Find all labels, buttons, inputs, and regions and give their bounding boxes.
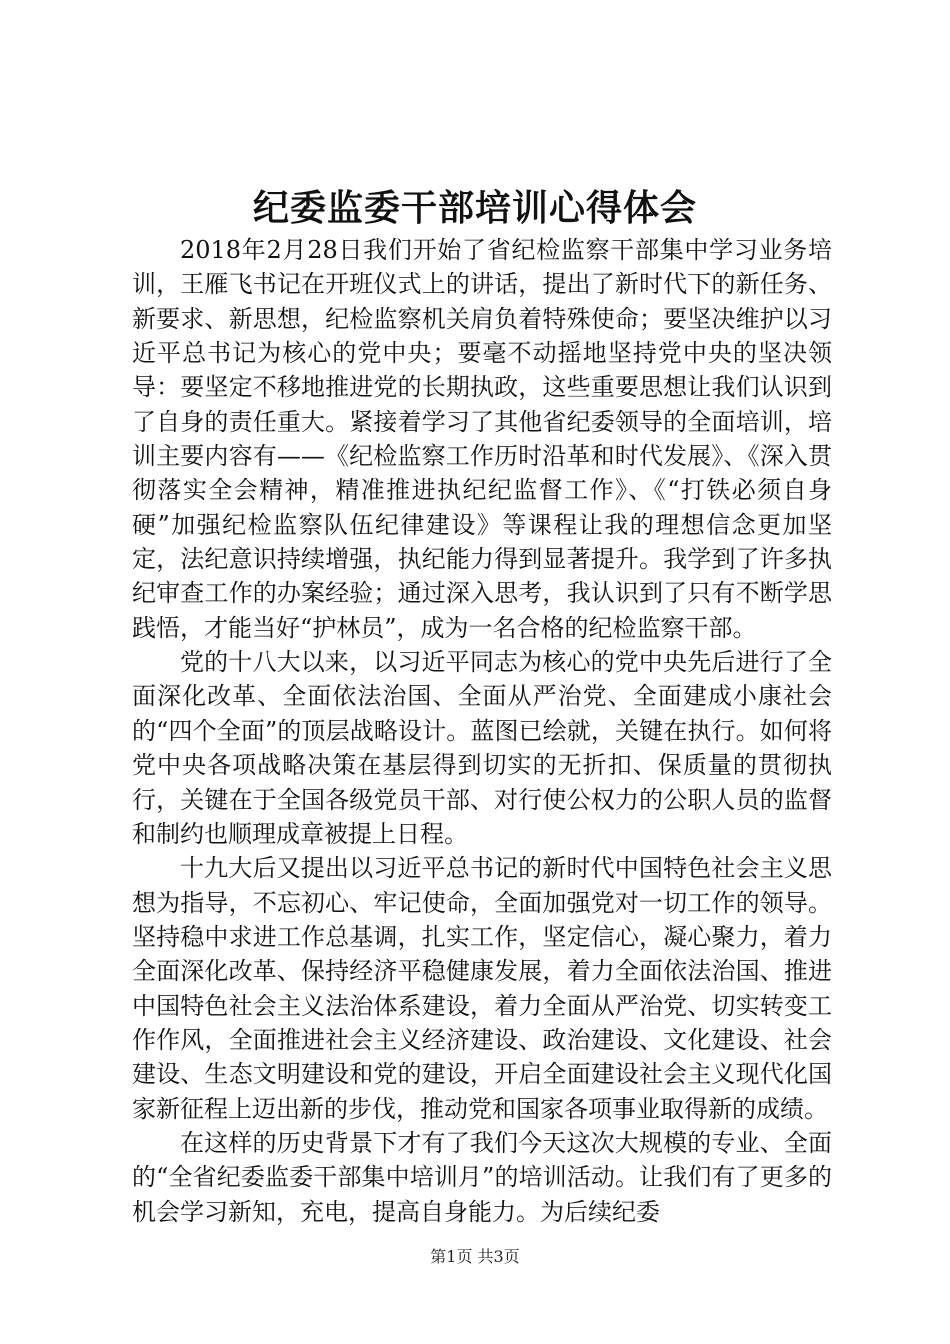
page-number-footer: 第1页 共3页 <box>430 1247 520 1266</box>
document-title: 纪委监委干部培训心得体会 <box>252 187 697 229</box>
paragraph-2: 党的十八大以来，以习近平同志为核心的党中央先后进行了全面深化改革、全面依法治国、全面从严治党、全面建成小康社会的“四个全面”的顶层战略设计。蓝图已绘就，关键在执行。如何将党中央各项战略决策在基层得到切实的无折扣、保质量的贯彻执行，关键在于全国各级党员干部、对行使公权力的公职人员的监督和制约也顺理成章被提上日程。 <box>132 648 832 848</box>
paragraph-3: 十九大后又提出以习近平总书记的新时代中国特色社会主义思想为指导，不忘初心、牢记使命，全面加强党对一切工作的领导。坚持稳中求进工作总基调，扎实工作，坚定信心，凝心聚力，着力全面深化改革、保持经济平稳健康发展，着力全面依法治国、推进中国特色社会主义法治体系建设，着力全面从严治党、切实转变工作作风，全面推进社会主义经济建设、政治建设、文化建设、社会建设、生态文明建设和党的建设，开启全面建设社会主义现代化国家新征程上迈出新的步伐，推动党和国家各项事业取得新的成绩。 <box>132 854 832 1123</box>
paragraph-4: 在这样的历史背景下才有了我们今天这次大规模的专业、全面的“全省纪委监委干部集中培训月”的培训活动。让我们有了更多的机会学习新知，充电，提高自身能力。为后续纪委 <box>132 1128 832 1226</box>
paragraph-1: 2018年2月28日我们开始了省纪检监察干部集中学习业务培训，王雁飞书记在开班仪式上的讲话，提出了新时代下的新任务、新要求、新思想，纪检监察机关肩负着特殊使命；要坚决维护以习近平总书记为核心的党中央；要毫不动摇地坚持党中央的坚决领导：要坚定不移地推进党的长期执政，这些重要思想让我们认识到了自身的责任重大。紧接着学习了其他省纪委领导的全面培训，培训主要内容有——《纪检监察工作历时沿革和时代发展》、《深入贯彻落实全会精神，精准推进执纪纪监督工作》、《“打铁必须自身硬”加强纪检监察队伍纪律建设》等课程让我的理想信念更加坚定，法纪意识持续增强，执纪能力得到显著提升。我学到了许多执纪审查工作的办案经验；通过深入思考，我认识到了只有不断学思践悟，才能当好“护林员”，成为一名合格的纪检监察干部。 <box>132 236 832 642</box>
document-body <box>132 233 832 1229</box>
